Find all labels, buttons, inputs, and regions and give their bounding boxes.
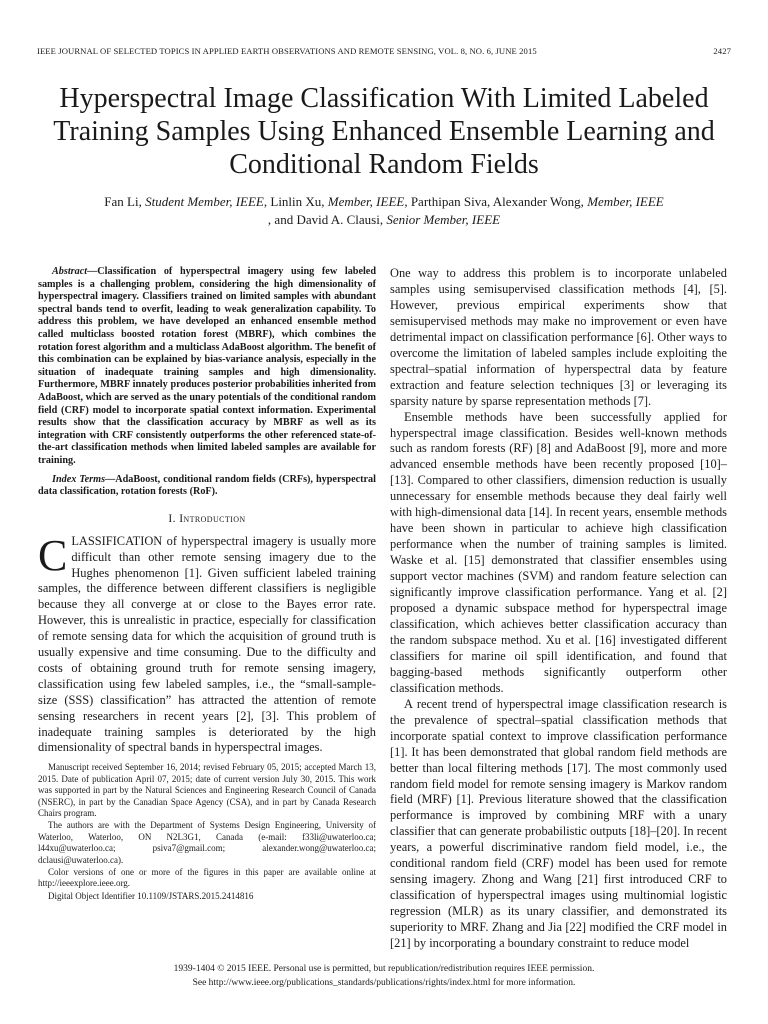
journal-name: IEEE JOURNAL OF SELECTED TOPICS IN APPLIED EARTH OBSERVATIONS AND REMOTE SENSING, VOL. 8, NO. 6, JUNE 2015 — [37, 46, 537, 56]
left-column — [38, 266, 376, 903]
page-number: 2427 — [713, 46, 731, 56]
abstract-text: —Classification of hyperspectral imagery using few labeled samples is a challenging problem, considering the high dimensionality of hyperspectral imagery. Classifiers trained on limited samples with abundant spectral bands tend to overfit, leading to weak generalization capability. To address this problem, we have developed an enhanced ensemble method called multiclass boosted rotation forest (MBRF), which combines the rotation forest algorithm and a multiclass AdaBoost algorithm. The benefit of this combination can be explained by bias-variance analysis, especially in the situation of inadequate training samples and high dimensionality. Furthermore, MBRF innately produces posterior probabilities inherited from AdaBoost, which are served as the unary potentials of the conditional random field (CRF) model to incorporate spatial context information. Experimental results show that the classification accuracy by MBRF as well as its integration with CRF consistently outperforms the other referenced state-of-the-art classification methods when limited labeled samples are available for training. — [38, 266, 376, 466]
section-heading — [38, 513, 376, 525]
abstract — [38, 266, 376, 468]
body-paragraph: A recent trend of hyperspectral image classification research is the prevalence of spectral–spatial classification methods that incorporate spatial context to improve classification performance [1]. It has been demonstrated that global random field methods are better than local filtering methods [17]. The most commonly used random field model for remote sensing imagery is Markov random field (MRF) [1]. Previous literature showed that the classification performance is improved by combining MRF with a unary classifier that can generate probabilistic outputs [18]–[20]. In recent years, a powerful discriminative random field model, i.e., the conditional random field (CRF) model has been used for remote sensing imagery. Zhong and Wang [21] first introduced CRF to classification of hyperspectral images using multinomial logistic regression (MLR) as its unary classifier, and demonstrated its superiority to MRF. Zhang and Jia [22] modified the CRF model in [21] by incorporating a boundary constraint to reduce model — [390, 696, 727, 951]
right-column — [390, 266, 727, 952]
copyright-line: 1939-1404 © 2015 IEEE. Personal use is permitted, but republication/redistribution requires IEEE permission. — [173, 964, 595, 974]
author-role: Member, IEEE — [327, 194, 405, 209]
footnote-affiliation: The authors are with the Department of Systems Design Engineering, University of Waterloo, Waterloo, ON N2L3G1, Canada (e-mail: f33li@uwaterloo.ca; l44xu@uwaterloo.ca; psiva7@gmail.com; alexander.wong@uwaterloo.ca; dclausi@uwaterloo.ca). — [38, 820, 376, 865]
author-name: , Linlin Xu, — [263, 194, 328, 209]
footnote-doi: Digital Object Identifier 10.1109/JSTARS.2015.2414816 — [48, 890, 254, 901]
footnotes — [38, 762, 376, 902]
index-terms-label: Index Terms — [52, 473, 106, 485]
paper-title: Hyperspectral Image Classification With Limited Labeled Training Samples Using Enhanced Ensemble Learning and Conditional Random Fields — [53, 83, 715, 180]
rights-link-line: See http://www.ieee.org/publications_standards/publications/rights/index.html for more information. — [192, 978, 576, 988]
author-name: Fan Li, — [104, 194, 146, 209]
drop-cap: C — [38, 530, 68, 580]
index-terms — [38, 474, 376, 499]
intro-paragraph — [38, 530, 376, 757]
author-role: Student Member, IEEE — [145, 194, 264, 209]
author-role: Senior Member, IEEE — [386, 212, 501, 227]
abstract-label: Abstract — [52, 266, 88, 277]
running-header — [37, 46, 731, 56]
section-number: I. — [168, 512, 180, 525]
body-paragraph: Ensemble methods have been successfully applied for hyperspectral image classification. Besides well-known methods such as random forests (RF) [8] and AdaBoost [9], more and more advanced ensemble methods have been recently proposed [10]–[13]. Compared to other classifiers, dimension reduction is usually unnecessary for ensemble methods because they deal fairly well with high-dimensional data [14]. In recent years, ensemble methods have been shown in particular to achieve high classification performance when the number of training samples is limited. Waske et al. [15] demonstrated that classifier ensembles using support vector machines (SVM) and random feature selection can significantly improve classification performance. Yang et al. [2] proposed a dynamic subspace method for hyperspectral image classification, which achieves better classification accuracy than the random subspace method. Xu et al. [16] investigated different classifiers for marine oil spill identification, and found that bagging-based methods significantly outperform other classification methods. — [390, 409, 727, 695]
author-name: , and David A. Clausi, — [267, 212, 387, 227]
body-paragraph: One way to address this problem is to incorporate unlabeled samples using semisupervised classification methods [4], [5]. However, previous empirical experiments show that semisupervised methods may make no improvement or even have detrimental impact on classification performance [6]. Other ways to overcome the limitation of labeled samples include exploiting the spectral–spatial information of hyperspectral data by feature extraction and feature selection techniques [3] or leveraging its sparsity nature by sparse representation methods [7]. — [390, 266, 727, 408]
footnote-manuscript: Manuscript received September 16, 2014; revised February 05, 2015; accepted March 13, 2015. Date of publication April 07, 2015; date of current version July 30, 2015. This work was supported in part by the Natural Sciences and Engineering Research Council of Canada (NSERC), in part by the Canadian Space Agency (CSA), and in part by Canada Research Chairs program. — [38, 762, 376, 818]
author-list — [50, 193, 718, 229]
intro-text: LASSIFICATION of hyperspectral imagery is usually more difficult than other remote sensing imagery due to the Hughes phenomenon [1]. Given sufficient labeled training samples, the difference between different classifiers is negligible because they all converge at or close to the Bayes error rate. However, this is unrealistic in practice, especially for classification of remote sensing data for which the acquisition of ground truth is usually expensive and time consuming. Due to the difficulty and costs of obtaining ground truth for remote sensing imagery, classification using few labeled samples, i.e., the “small-sample-size (SSS) classification” has attracted the attention of remote sensing researchers in recent years [2], [3]. This problem of inadequate training samples is deteriorated by the high dimensionality of spectral bands in hyperspectral images. — [38, 533, 376, 755]
author-name: , Parthipan Siva, Alexander Wong, — [404, 194, 588, 209]
footnote-color: Color versions of one or more of the figures in this paper are available online at http://ieeexplore.ieee.org. — [38, 867, 376, 889]
copyright-footer — [40, 962, 728, 990]
author-role: Member, IEEE — [587, 194, 664, 209]
section-title: Introduction — [179, 512, 246, 525]
index-terms-text: —AdaBoost, conditional random fields (CRFs), hyperspectral data classification, rotation forests (RoF). — [38, 473, 376, 498]
